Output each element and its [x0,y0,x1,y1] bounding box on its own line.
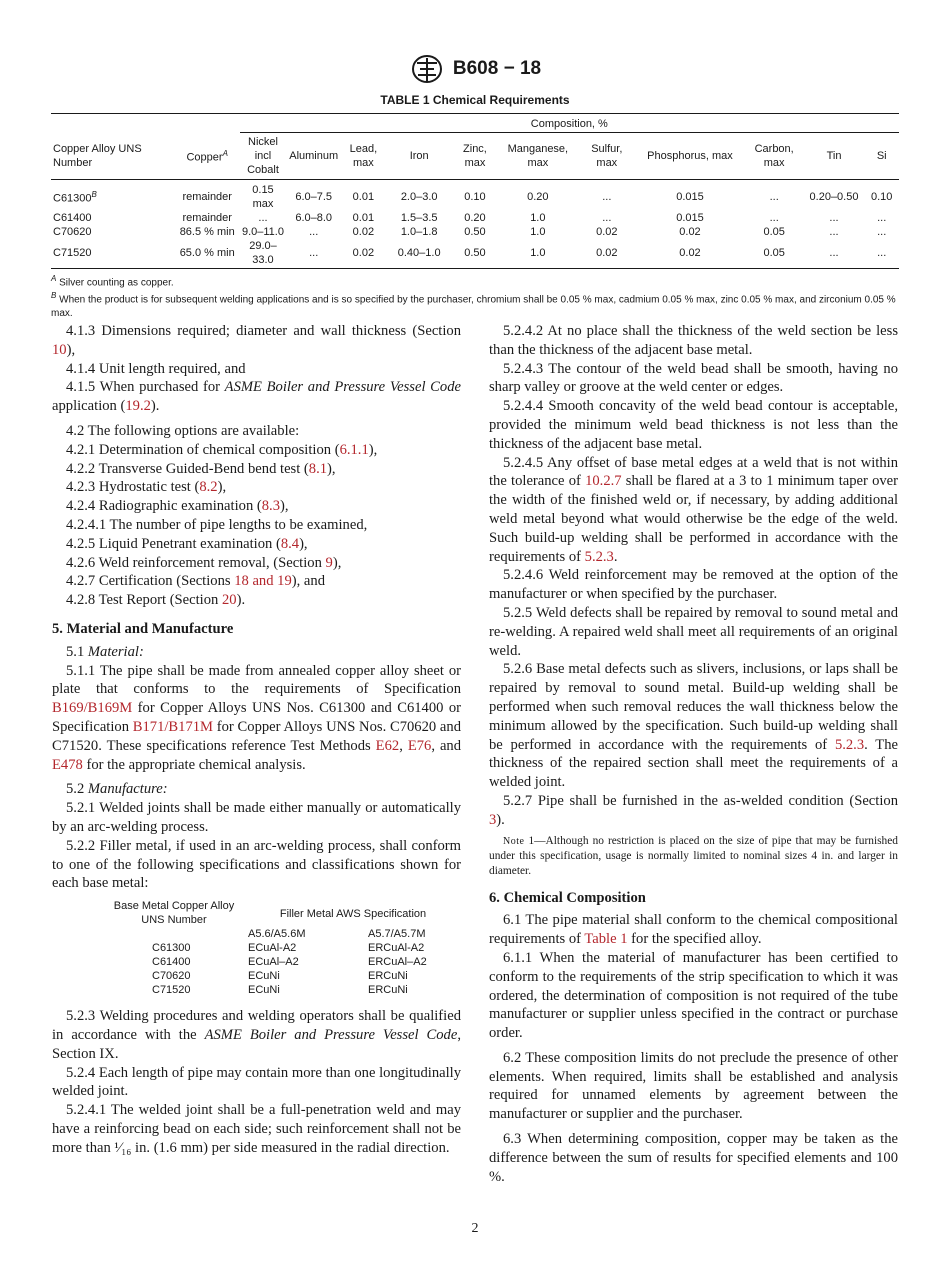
xref-link[interactable]: 18 and 19 [234,573,292,590]
filler-metal-table [52,899,461,1001]
paragraph-4-2-5: 4.2.5 Liquid Penetrant examination (8.4), [66,535,308,552]
col-nickel: Nickel incl Cobalt [240,133,287,180]
page-number: 2 [471,1221,479,1236]
filler-cell-a57: ERCuAl–A2 [368,956,427,969]
page-header [0,54,950,84]
paragraph-4-2-3: 4.2.3 Hydrostatic test (8.2), [66,479,227,496]
filler-subheader-a57: A5.7/A5.7M [368,928,426,941]
paragraph-5-2: 5.2 Manufacture: [66,781,168,798]
filler-subheader-a56: A5.6/A5.6M [248,928,306,941]
footnote-b: $^B$ When the product is for subsequent welding applications and is so specified by the purchaser, chromium shall be 0.05 % max, cadmium 0.05 % max, zinc 0.05 % max, and zirconium 0.05 % max. [51,291,896,319]
paragraph-4-2-4-1: 4.2.4.1 The number of pipe lengths to be examined, [66,516,368,533]
xref-link[interactable]: 10 [52,341,67,358]
table-title: TABLE 1 Chemical Requirements [380,93,570,107]
paragraph-5-1: 5.1 Material: [66,643,144,660]
paragraph-6-3: 6.3 When determining composition, copper may be taken as the difference between the sum of results for specified elements and 100 %. [489,1131,898,1185]
filler-cell-a57: ERCuNi [368,984,408,997]
paragraph-5-2-1: 5.2.1 Welded joints shall be made either manually or automatically by an arc-welding process. [52,800,461,835]
chemical-requirements-table [51,113,899,320]
xref-link[interactable]: 6.1.1 [339,441,369,458]
xref-link[interactable]: 5.2.3 [834,736,865,753]
filler-cell-a56: ECuNi [248,970,280,983]
xref-link[interactable]: 3 [489,811,497,828]
col-lead: Lead, max [341,133,386,180]
table-row: C70620 86.5 % min 9.0–11.0 ... 0.02 1.0–1.8 0.50 1.0 0.02 0.02 0.05 ... ... [53,226,887,238]
filler-cell-uns: C61400 [152,956,191,969]
col-zinc: Zinc, max [453,133,498,180]
xref-link[interactable]: 8.4 [280,535,300,552]
composition-group-header: Composition, % [240,114,899,133]
col-manganese: Manganese, max [497,133,578,180]
xref-link[interactable]: 8.3 [261,498,280,515]
xref-link[interactable]: 8.1 [308,460,328,477]
xref-link[interactable]: E478 [52,756,83,773]
xref-link[interactable]: 19.2 [125,398,151,415]
xref-link[interactable]: 20 [221,592,237,609]
col-si: Si [864,133,899,180]
col-sulfur: Sulfur, max [578,133,635,180]
paragraph-4-2-2: 4.2.2 Transverse Guided-Bend bend test (8.1), [66,460,336,477]
section-heading-5: 5. Material and Manufacture [52,620,234,637]
xref-link[interactable]: 10.2.7 [585,473,622,490]
paragraph-5-2-7: 5.2.7 Pipe shall be furnished in the as-welded condition (Section 3). [489,792,898,828]
table-row: C71520 65.0 % min 29.0–33.0 ... 0.02 0.40–1.0 0.50 1.0 0.02 0.02 0.05 ... ... [51,239,899,269]
paragraph-4-2: 4.2 The following options are available: [66,422,300,439]
paragraph-6-1: 6.1 The pipe material shall conform to the chemical compositional requirements of Table 1 for the specified alloy. [489,912,898,948]
xref-link[interactable]: Table 1 [584,931,628,948]
paragraph-5-2-4-3: 5.2.4.3 The contour of the weld bead shall be smooth, having no sharp valley or groove at the weld center or edges. [489,360,898,396]
col-uns: Copper Alloy UNS Number [51,133,175,180]
col-aluminum: Aluminum [286,133,341,180]
filler-cell-uns: C71520 [152,984,191,997]
paragraph-4-2-8: 4.2.8 Test Report (Section 20). [66,592,246,609]
standard-designation: B608 − 18 [452,58,542,79]
section-heading-6: 6. Chemical Composition [489,889,646,906]
col-tin: Tin [804,133,865,180]
note-1: Note 1—Although no restriction is placed on the size of pipe that may be furnished under this specification, usage is normally limited to nominal sizes 4 in. and larger in diameter. [489,834,898,877]
xref-link[interactable]: 9 [325,554,333,571]
paragraph-5-2-6: 5.2.6 Base metal defects such as slivers, inclusions, or laps shall be repaired by removal to sound metal. Build-up welding shall be performed when such removal reduces the wall thickness below the minimum allowed by the specification. Such build-up welding shall be performed in accordance with the requirements of 5.2.3. The thickness of the repaired section shall meet the requirements of a welded joint. [489,661,898,791]
right-column [489,322,898,1186]
paragraph-5-2-4-1: 5.2.4.1 The welded joint shall be a full-penetration weld and may have a reinforcing bead on each side; such reinforcement shall not be more than ¹⁄₁₆ in. (1.6 mm) per side measured in the radial direction. [52,1102,461,1156]
xref-link[interactable]: 5.2.3 [584,548,614,565]
filler-header-base-metal: Base Metal Copper Alloy UNS Number [113,900,235,927]
paragraph-4-2-4: 4.2.4 Radiographic examination (8.3), [66,498,289,515]
paragraph-4-1-5: 4.1.5 When purchased for ASME Boiler and Pressure Vessel Code application (19.2). [52,379,461,415]
paragraph-5-2-4-2: 5.2.4.2 At no place shall the thickness of the weld section be less than the thickness of the adjacent base metal. [489,323,898,358]
paragraph-4-2-7: 4.2.7 Certification (Sections 18 and 19), and [66,573,325,590]
paragraph-4-1-4: 4.1.4 Unit length required, and [66,360,246,377]
xref-link[interactable]: E62 [375,737,400,754]
xref-link[interactable]: B171/B171M [132,718,214,735]
filler-cell-a57: ERCuAl-A2 [368,942,425,955]
left-column [52,322,461,1157]
col-iron: Iron [386,133,453,180]
filler-header-aws: Filler Metal AWS Specification [279,908,427,921]
paragraph-4-1-3: 4.1.3 Dimensions required; diameter and wall thickness (Section 10), [52,323,461,358]
paragraph-5-2-4-4: 5.2.4.4 Smooth concavity of the weld bead contour is acceptable, provided the minimum weld bead thickness is not less than the thickness of the adjacent base metal. [489,398,898,452]
footnote-a: $^A$ Silver counting as copper. [51,274,174,289]
col-carbon: Carbon, max [745,133,804,180]
paragraph-5-2-5: 5.2.5 Weld defects shall be repaired by removal to sound metal and re-welding. A repaired weld shall meet all requirements of an original weld. [489,604,898,659]
filler-cell-a56: ECuAl-A2 [248,942,297,955]
paragraph-5-2-2: 5.2.2 Filler metal, if used in an arc-welding process, shall conform to one of the following specifications and classifications shown for each base metal: [52,837,461,892]
paragraph-6-1-1: 6.1.1 When the material of manufacturer has been certified to conform to the requirements of the strip specification to which it was ordered, the determination of composition is not required of the tube manufacturer or supplier unless specified in the contract or purchase order. [489,949,898,1042]
paragraph-6-2: 6.2 These composition limits do not preclude the presence of other elements. When required, limits shall be established and analysis required for unnamed elements by agreement between the manufacturer or supplier and the purchaser. [489,1049,898,1123]
filler-cell-uns: C61300 [152,942,191,955]
xref-link[interactable]: B169/B169M [52,700,133,717]
xref-link[interactable]: E76 [407,737,432,754]
table-row: C61400 remainder ... 6.0–8.0 0.01 1.5–3.5 0.20 1.0 ... 0.015 ... ... ... [53,212,887,224]
table-row: $C61300^B$ remainder 0.15 max 6.0–7.5 0.01 2.0–3.0 0.10 0.20 ... 0.015 ... 0.20–0.50 0.10 [53,184,893,210]
filler-cell-a56: ECuNi [248,984,280,997]
astm-logo-icon [409,54,445,84]
paragraph-5-1-1: 5.1.1 The pipe shall be made from annealed copper alloy sheet or plate that conforms to the requirements of Specification B169/B169M for Copper Alloys UNS Nos. C61300 and C61400 or Specification B171/B171M for Copper Alloys UNS Nos. C70620 and C71520. These specifications reference Test Methods E62, E76, and E478 for the appropriate chemical analysis. [52,662,462,773]
paragraph-5-2-3: 5.2.3 Welding procedures and welding operators shall be qualified in accordance with the ASME Boiler and Pressure Vessel Code, Section IX. [52,1008,461,1062]
paragraph-5-2-4-6: 5.2.4.6 Weld reinforcement may be removed at the option of the manufacturer or when specified by the purchaser. [489,567,898,603]
filler-cell-uns: C70620 [152,970,191,983]
col-copper: Copper$^A$ [175,133,240,180]
filler-cell-a57: ERCuNi [368,970,408,983]
paragraph-4-2-6: 4.2.6 Weld reinforcement removal, (Section 9), [66,554,342,571]
col-phosphorus: Phosphorus, max [635,133,745,180]
xref-link[interactable]: 8.2 [199,479,218,496]
paragraph-5-2-4: 5.2.4 Each length of pipe may contain more than one longitudinally welded joint. [52,1064,461,1100]
table-footnotes [51,272,899,320]
paragraph-4-2-1: 4.2.1 Determination of chemical composition (6.1.1), [66,441,378,458]
filler-cell-a56: ECuAl–A2 [248,956,299,969]
paragraph-5-2-4-5: 5.2.4.5 Any offset of base metal edges at a weld that is not within the tolerance of 10.2.7 shall be flared at a 3 to 1 minimum taper over the width of the finished weld or, if necessary, by adding additional weld metal beyond what would otherwise be the edge of the weld. Such build-up welding shall be performed in accordance with the requirements of 5.2.3. [489,454,898,565]
